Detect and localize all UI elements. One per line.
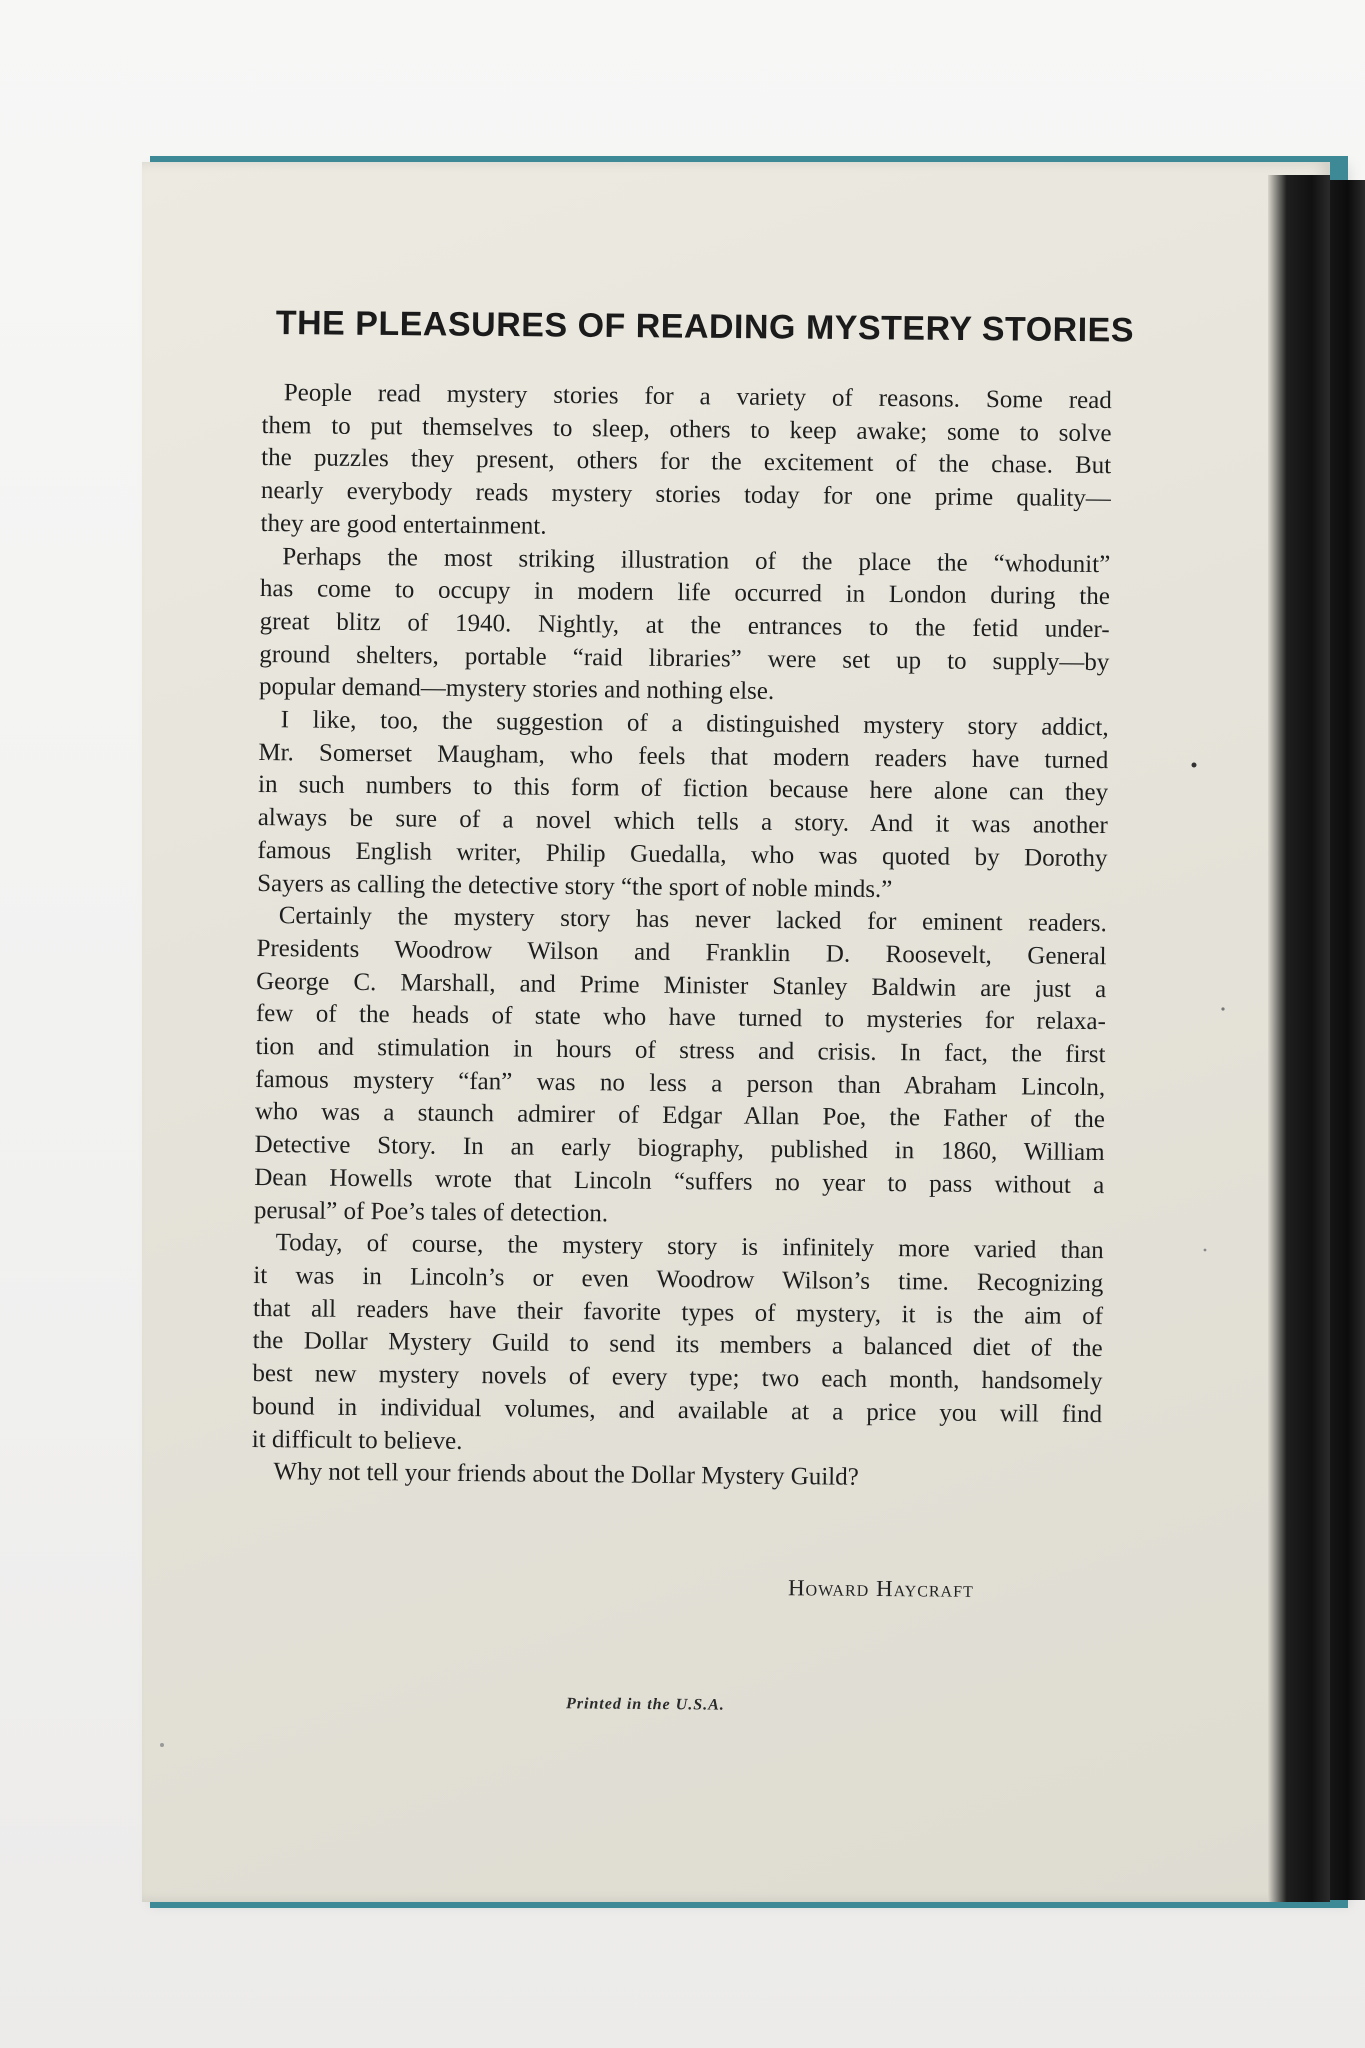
essay-paragraph	[257, 704, 1109, 908]
essay-line: famous English writer, Philip Guedalla, who was quoted by Dorothy	[257, 836, 1108, 872]
essay-line: Dean Howells wrote that Lincoln “suffers no year to pass without a	[254, 1163, 1105, 1199]
essay-line: I like, too, the suggestion of a distinguished mystery story addict,	[280, 706, 1109, 742]
essay-line: few of the heads of state who have turned to mysteries for relaxa-	[255, 1000, 1106, 1036]
essay-line: that all readers have their favorite types of mystery, it is the aim of	[252, 1294, 1104, 1330]
cover-essay	[251, 377, 1112, 1497]
essay-line: famous mystery “fan” was no less a person than Abraham Lincoln,	[255, 1065, 1106, 1101]
essay-line: Perhaps the most striking illustration of the place the “whodunit”	[282, 542, 1111, 578]
essay-line: perusal” of Poe’s tales of detection.	[253, 1196, 609, 1227]
essay-line: always be sure of a novel which tells a story. And it was another	[257, 804, 1108, 840]
essay-line: People read mystery stories for a variety of reasons. Some read	[283, 379, 1112, 415]
essay-paragraph	[260, 377, 1112, 549]
essay-line: popular demand—mystery stories and nothing else.	[258, 673, 775, 706]
essay-line: Certainly the mystery story has never lacked for eminent readers.	[278, 902, 1107, 938]
essay-line: nearly everybody reads mystery stories today for one prime quality—	[260, 477, 1111, 513]
essay-line: the Dollar Mystery Guild to send its members a balanced diet of the	[252, 1327, 1103, 1363]
essay-line: Why not tell your friends about the Dollar Mystery Guild?	[273, 1458, 859, 1491]
printed-in-note: Printed in the U.S.A.	[565, 1695, 725, 1714]
author-signature: Howard Haycraft	[787, 1575, 974, 1602]
cover-spine-band	[1268, 175, 1330, 1902]
essay-line: Detective Story. In an early biography, published in 1860, William	[254, 1131, 1105, 1167]
essay-line: they are good entertainment.	[260, 509, 547, 540]
essay-line: has come to occupy in modern life occurred in London during the	[259, 575, 1111, 611]
essay-line: Mr. Somerset Maugham, who feels that modern readers have turned	[258, 738, 1109, 774]
essay-line: it difficult to believe.	[251, 1425, 463, 1455]
essay-line: who was a staunch admirer of Edgar Allan Poe, the Father of the	[254, 1098, 1106, 1134]
essay-line: Sayers as calling the detective story “the sport of noble minds.”	[257, 869, 893, 903]
essay-line: Presidents Woodrow Wilson and Franklin D. Roosevelt, General	[256, 934, 1107, 971]
essay-line: George C. Marshall, and Prime Minister Stanley Baldwin are just a	[256, 967, 1107, 1003]
essay-line: Today, of course, the mystery story is infinitely more varied than	[275, 1229, 1104, 1265]
essay-line: the puzzles they present, others for the excitement of the chase. But	[261, 444, 1112, 480]
essay-line: bound in individual volumes, and available at a price you will find	[251, 1392, 1103, 1428]
essay-paragraph	[259, 541, 1111, 713]
essay-paragraph	[252, 1227, 1104, 1464]
essay-line: tion and stimulation in hours of stress and crisis. In fact, the first	[255, 1033, 1106, 1069]
essay-line: it was in Lincoln’s or even Woodrow Wilson’s time. Recognizing	[253, 1261, 1104, 1298]
essay-line: best new mystery novels of every type; two each month, handsomely	[252, 1360, 1103, 1396]
essay-line: in such numbers to this form of fiction because here alone can they	[257, 771, 1109, 807]
essay-line: great blitz of 1940. Nightly, at the entrances to the fetid under-	[259, 607, 1110, 644]
essay-line: them to put themselves to sleep, others to keep awake; some to solve	[261, 411, 1112, 447]
cover-heading: THE PLEASURES OF READING MYSTERY STORIES	[275, 304, 1135, 350]
essay-paragraph	[254, 900, 1107, 1235]
essay-line: ground shelters, portable “raid libraries” were set up to supply—by	[259, 640, 1110, 676]
